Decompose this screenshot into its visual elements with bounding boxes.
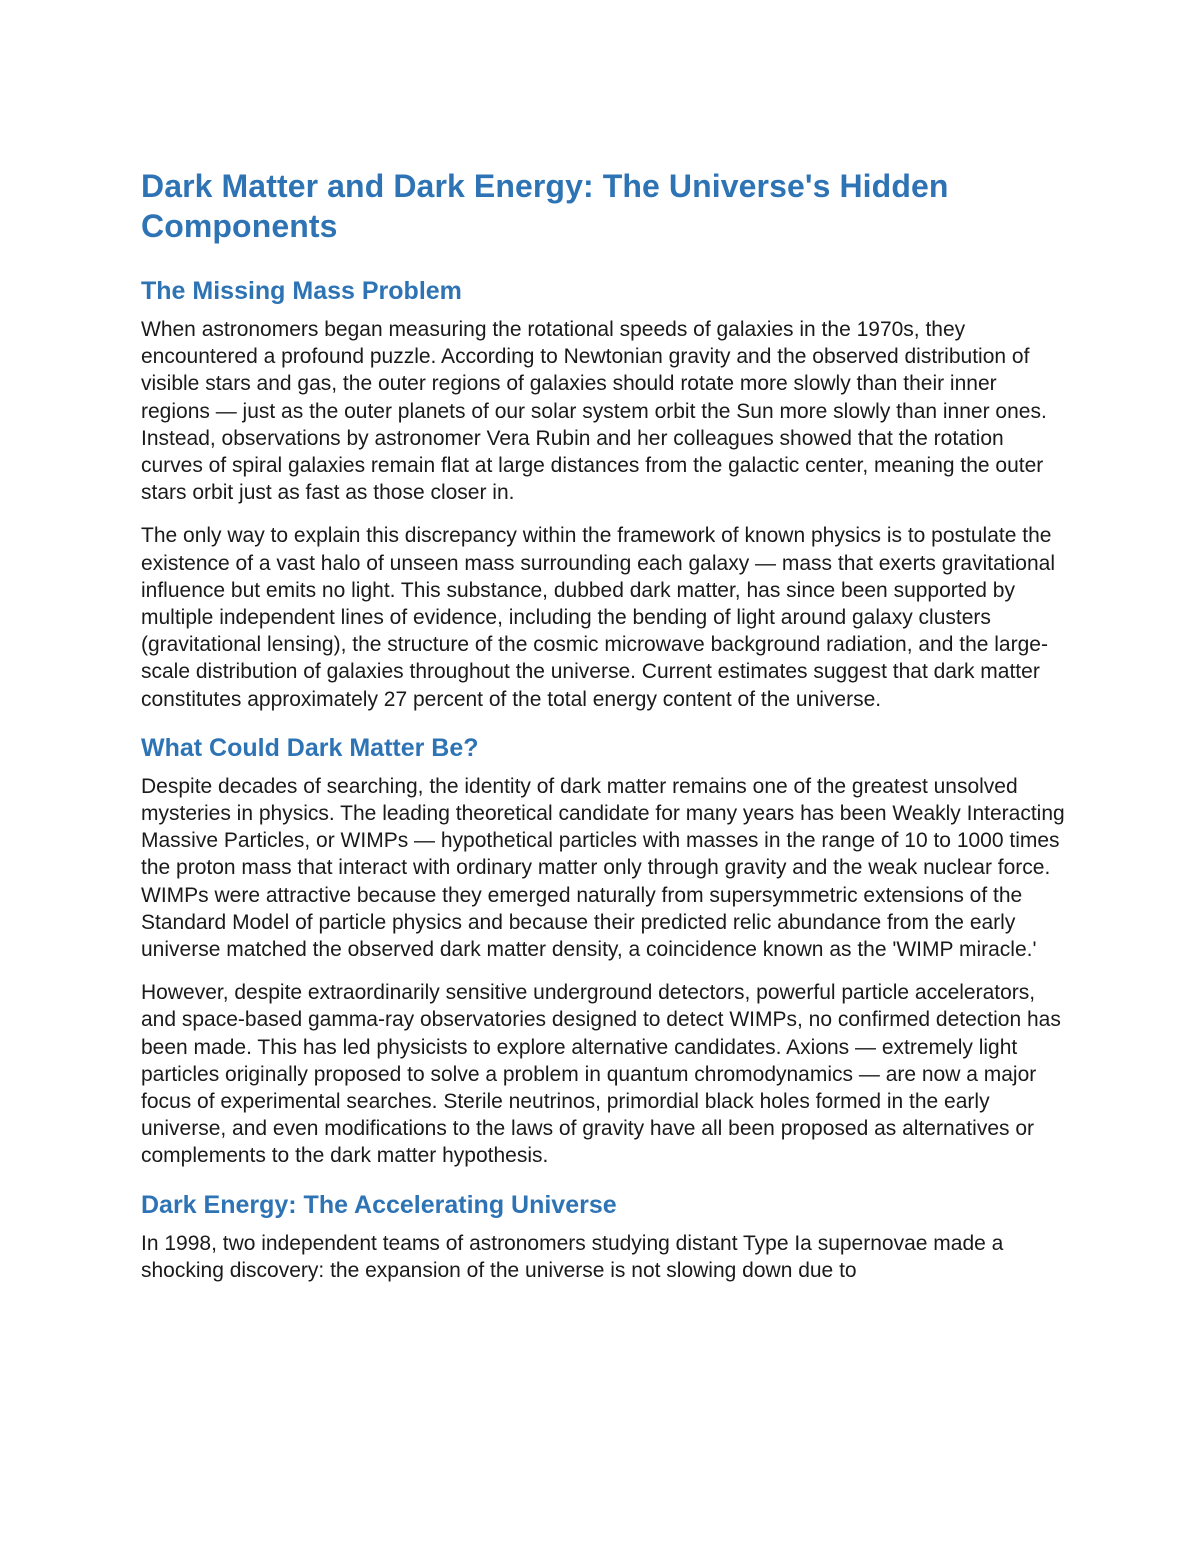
section-heading: The Missing Mass Problem — [141, 277, 462, 305]
paragraph: When astronomers began measuring the rotational speeds of galaxies in the 1970s, they encountered a profound puzzle. According to Newtonian gravity and the observed distribution of visible stars and gas, the outer regions of galaxies should rotate more slowly than their inner regions — just as the outer planets of our solar system orbit the Sun more slowly than inner ones. Instead, observations by astronomer Vera Rubin and her colleagues showed that the rotation curves of spiral galaxies remain flat at large distances from the galactic center, meaning the outer stars orbit just as fast as those closer in. — [141, 318, 1047, 505]
section-heading: Dark Energy: The Accelerating Universe — [141, 1190, 617, 1219]
paragraph: However, despite extraordinarily sensitive underground detectors, powerful particle accelerators, and space-based gamma-ray observatories designed to detect WIMPs, no confirmed detection has been made. This has led physicists to explore alternative candidates. Axions — extremely light particles originally proposed to solve a problem in quantum chromodynamics — are now a major focus of experimental searches. Sterile neutrinos, primordial black holes formed in the early universe, and even modifications to the laws of gravity have all been proposed as alternatives or complements to the dark matter hypothesis. — [141, 981, 1061, 1168]
section-dark-energy — [141, 1190, 1066, 1284]
document-title: Dark Matter and Dark Energy: The Universe's Hidden Components — [141, 168, 949, 244]
paragraph: In 1998, two independent teams of astronomers studying distant Type Ia supernovae made a shocking discovery: the expansion of the universe is not slowing down due to — [141, 1231, 1004, 1282]
section-heading: What Could Dark Matter Be? — [141, 733, 479, 762]
section-what-could-dark-matter-be — [141, 733, 1066, 1170]
section-missing-mass — [141, 276, 1066, 713]
paragraph: The only way to explain this discrepancy within the framework of known physics is to postulate the existence of a vast halo of unseen mass surrounding each galaxy — mass that exerts gravitational influence but emits no light. This substance, dubbed dark matter, has since been supported by multiple independent lines of evidence, including the bending of light around galaxy clusters (gravitational lensing), the structure of the cosmic microwave background radiation, and the large-scale distribution of galaxies throughout the universe. Current estimates suggest that dark matter constitutes approximately 27 percent of the total energy content of the universe. — [141, 524, 1055, 711]
document-content — [141, 166, 1066, 1300]
paragraph: Despite decades of searching, the identity of dark matter remains one of the greatest unsolved mysteries in physics. The leading theoretical candidate for many years has been Weakly Interacting Massive Particles, or WIMPs — hypothetical particles with masses in the range of 10 to 1000 times the proton mass that interact with ordinary matter only through gravity and the weak nuclear force. WIMPs were attractive because they emerged naturally from supersymmetric extensions of the Standard Model of particle physics and because their predicted relic abundance from the early universe matched the observed dark matter density, a coincidence known as the 'WIMP miracle.' — [141, 774, 1065, 962]
